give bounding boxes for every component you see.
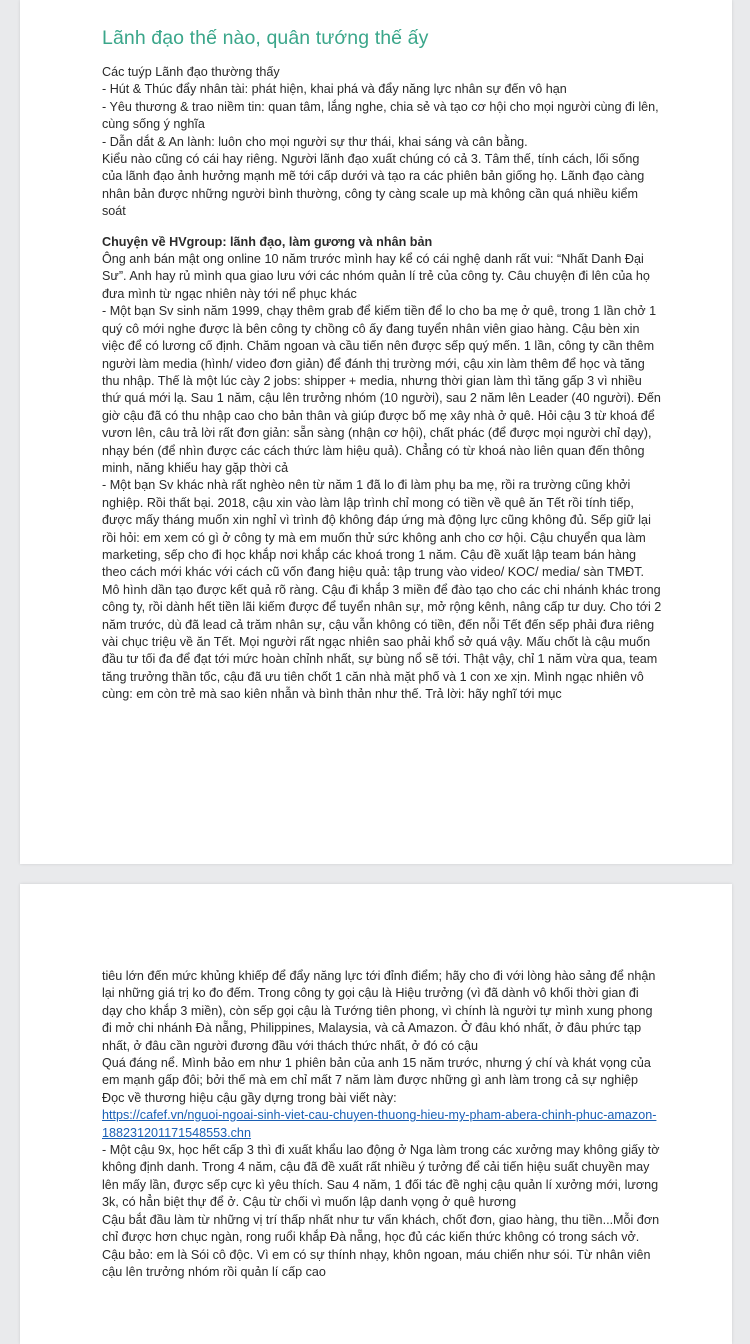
body-paragraph: - Một bạn Sv khác nhà rất nghèo nên từ năm 1 đã lo đi làm phụ ba mẹ, rồi ra trường cũng khởi nghiệp. Rồi thất bại. 2018, cậu xin vào làm lập trình chỉ mong có tiền về quê ăn Tết rồi tính tiếp, được mấy tháng muốn xin nghỉ vì trình độ không đáp ứng mà động lực cũng không đủ. Sếp giữ lại rồi hỏi: em xem có gì ở công ty mà em muốn thử sức không anh cho cơ hội. Cậu chuyển qua làm marketing, sếp cho đi học khắp nơi khắp các khoá trong 1 năm. Cậu đề xuất lập team bán hàng theo cách mới khác với cách cũ vốn đang hiệu quả: tập trung vào video/ KOC/ media/ sàn TMĐT. Mô hình dần tạo được kết quả rõ ràng. Cậu đi khắp 3 miền để đào tạo cho các chi nhánh khác trong công ty, rồi dành hết tiền lãi kiếm được để tuyển nhân sự, mở rộng kênh, nâng cấp tư duy. Cho tới 2 năm trước, dù đã lead cả trăm nhân sự, cậu vẫn không có tiền, đến nỗi Tết đến sếp phải đưa riêng vài chục triệu về ăn Tết. Mọi người rất ngạc nhiên sao phải khổ sở quá vậy. Mấu chốt là cậu muốn đầu tư tối đa để đạt tới mức hoàn chỉnh nhất, sự bùng nổ sẽ tới. Thật vậy, chỉ 1 năm vừa qua, team tăng trưởng thần tốc, cậu đã ưu tiên chốt 1 căn nhà mặt phố và 1 con xe xịn. Mình ngạc nhiên vô cùng: em còn trẻ mà sao kiên nhẫn và bình thản như thế. Trả lời: hãy nghĩ tới mục [102,478,662,702]
article-link-line [102,1107,662,1142]
page-2-content [102,968,662,1281]
body-paragraph: Đọc về thương hiệu cậu gầy dựng trong bài viết này: [102,1090,397,1105]
intro-line: Các tuýp Lãnh đạo thường thấy [102,65,280,79]
body-paragraph: Quá đáng nể. Mình bảo em như 1 phiên bản của anh 15 năm trước, nhưng ý chí và khát vọng của em mạnh gấp đôi; bởi thế mà em chỉ mất 7 năm làm được những gì anh làm trong cả sự nghiệp [102,1056,651,1088]
intro-paragraph: Kiểu nào cũng có cái hay riêng. Người lãnh đạo xuất chúng có cả 3. Tâm thế, tính cách, lối sống của lãnh đạo ảnh hưởng mạnh mẽ tới cấp dưới và tạo ra các phiên bản giống họ. Lãnh đạo càng nhân bản được những người bình thường, công ty càng scale up mà không cần quá nhiều kiểm soát [102,152,645,219]
intro-line: - Yêu thương & trao niềm tin: quan tâm, lắng nghe, chia sẻ và tạo cơ hội cho mọi người cùng đi lên, cùng sống ý nghĩa [102,99,659,132]
document-page-2 [20,884,732,1344]
body-paragraph: - Một cậu 9x, học hết cấp 3 thì đi xuất khẩu lao động ở Nga làm trong các xưởng may không giấy tờ không định danh. Trong 4 năm, cậu đã đề xuất rất nhiều ý tưởng để cải tiến hiệu suất chuyền may lên mấy lần, được sếp cực kì yêu thích. Sau 4 năm, 1 đối tác đề nghị cậu quản lí xưởng mới, lương 3k, có hẳn biệt thự để ở. Cậu từ chối vì muốn lập danh vọng ở quê hương [102,1143,660,1210]
document-page-1 [20,0,732,864]
body-paragraph: tiêu lớn đến mức khủng khiếp để đẩy năng lực tới đỉnh điểm; hãy cho đi với lòng hào sảng để nhận lại những giá trị ko đo đếm. Trong công ty gọi cậu là Hiệu trưởng (vì đã dành vô khối thời gian đi dạy cho khắp 3 miền), còn sếp gọi cậu là Tướng tiên phong, vì chính là người tự mình xung phong đi mở chi nhánh Đà nẵng, Philippines, Malaysia, và cả Amazon. Ở đâu khó nhất, ở đâu phức tạp nhất, ở đâu cần người đương đầu với thách thức nhất, ở đó có cậu [102,969,656,1053]
body-paragraph: - Một bạn Sv sinh năm 1999, chạy thêm grab để kiếm tiền để lo cho ba mẹ ở quê, trong 1 lần chở 1 quý cô mới nghe được là bên công ty chồng cô ấy đang tuyển nhân viên giao hàng. Cậu bèn xin việc để có lương cố định. Chăm ngoan và cầu tiến nên được sếp quý mến. 1 lần, công ty cần thêm người làm media (hình/ video đơn giản) để đánh thị trường mới, cậu xin làm thêm để học và tăng thu nhập. Thế là một lúc cày 2 jobs: shipper + media, nhưng thời gian làm thì tăng gấp 3 vì nhiều thứ quá mới lạ. Sau 1 năm, cậu lên trưởng nhóm (10 người), sau 2 năm lên Leader (40 người). Đến giờ cậu đã có thu nhập cao cho bản thân và giúp được bố mẹ xây nhà ở quê. Hỏi cậu 3 từ khoá để vươn lên, câu trả lời rất đơn giản: sẵn sàng (nhận cơ hội), chất phác (để được mọi người chỉ dạy), nhạy bén (để nhìn được các cách thức làm hiệu quả). Chẳng có từ khoá nào liên quan đến thông minh, năng khiếu hay gặp thời cả [102,304,661,475]
intro-line: - Hút & Thúc đẩy nhân tài: phát hiện, khai phá và đẩy năng lực nhân sự đến vô hạn [102,82,567,97]
intro-line: - Dẫn dắt & An lành: luôn cho mọi người sự thư thái, khai sáng và cân bằng. [102,134,528,149]
page-1-content [102,24,662,704]
body-paragraph: Ông anh bán mật ong online 10 năm trước mình hay kể có cái nghệ danh rất vui: “Nhất Danh Đại Sư”. Anh hay rủ mình qua giao lưu với các nhóm quản lí trẻ của công ty. Câu chuyện đi lên của họ đưa mình từ ngạc nhiên này tới nể phục khác [102,252,650,301]
body-paragraph: Cậu bắt đầu làm từ những vị trí thấp nhất như tư vấn khách, chốt đơn, giao hàng, thu tiền...Mỗi đơn chỉ được hơn chục ngàn, rong ruổi khắp Đà nẵng, học đủ các kiến thức không có trong sách vở. Cậu bảo: em là Sói cô độc. Vì em có sự thính nhạy, khôn ngoan, máu chiến như sói. Từ nhân viên cậu lên trưởng nhóm rồi quản lí cấp cao [102,1212,660,1279]
page-title: Lãnh đạo thế nào, quân tướng thế ấy [102,27,429,49]
article-link[interactable]: https://cafef.vn/nguoi-ngoai-sinh-viet-cau-chuyen-thuong-hieu-my-pham-abera-chinh-phuc-amazon-188231201171548553.chn [102,1108,657,1140]
section-heading: Chuyện về HVgroup: lãnh đạo, làm gương và nhân bản [102,234,433,249]
